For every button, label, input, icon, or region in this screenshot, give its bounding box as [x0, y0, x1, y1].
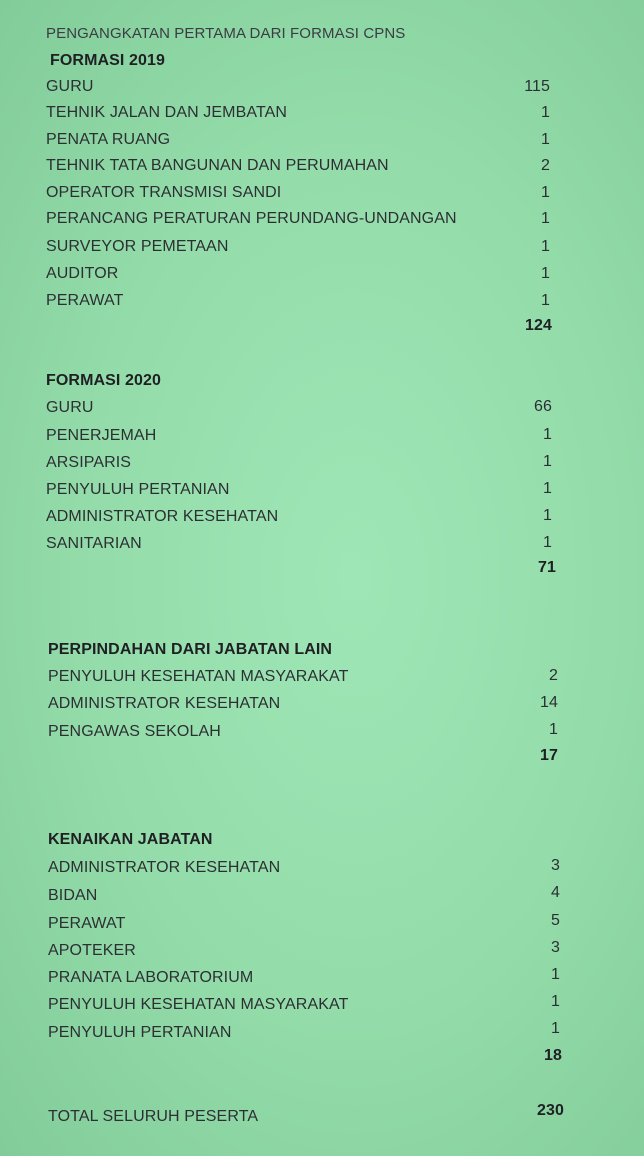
row-label: PENATA RUANG	[46, 131, 171, 148]
row-value: 1	[549, 721, 558, 738]
row-value: 1	[551, 993, 560, 1010]
row-label: TEHNIK TATA BANGUNAN DAN PERUMAHAN	[46, 157, 389, 174]
row-value: 1	[541, 210, 550, 227]
row-value: 14	[540, 694, 558, 711]
row-value: 1	[543, 507, 552, 524]
row-label: TEHNIK JALAN DAN JEMBATAN	[46, 104, 288, 121]
row-label: GURU	[46, 399, 94, 416]
row-label: ADMINISTRATOR KESEHATAN	[48, 859, 281, 876]
row-value: 5	[551, 912, 560, 929]
section-subtotal: 18	[544, 1047, 562, 1064]
row-label: GURU	[46, 78, 94, 95]
section-heading: FORMASI 2019	[50, 52, 166, 69]
row-label: PERAWAT	[46, 292, 124, 309]
grand-total-label: TOTAL SELURUH PESERTA	[48, 1108, 259, 1125]
section-subtotal: 124	[525, 317, 552, 334]
row-value: 1	[543, 534, 552, 551]
row-value: 4	[551, 884, 560, 901]
row-label: ADMINISTRATOR KESEHATAN	[48, 695, 281, 712]
row-label: PENERJEMAH	[46, 427, 157, 444]
row-value: 1	[541, 265, 550, 282]
row-value: 1	[551, 1020, 560, 1037]
row-value: 1	[543, 453, 552, 470]
row-label: PENYULUH KESEHATAN MASYARAKAT	[48, 996, 349, 1013]
row-value: 3	[551, 939, 560, 956]
row-value: 1	[541, 104, 550, 121]
row-value: 1	[541, 131, 550, 148]
row-value: 2	[549, 667, 558, 684]
section-subtotal: 71	[538, 559, 556, 576]
section-subtotal: 17	[540, 747, 558, 764]
section-heading: FORMASI 2020	[46, 372, 162, 389]
row-label: ARSIPARIS	[46, 454, 132, 471]
row-label: SANITARIAN	[46, 535, 142, 552]
row-value: 3	[551, 857, 560, 874]
row-value: 1	[543, 426, 552, 443]
row-value: 1	[541, 238, 550, 255]
row-value: 115	[524, 78, 550, 95]
row-label: PENYULUH PERTANIAN	[48, 1024, 232, 1041]
row-label: ADMINISTRATOR KESEHATAN	[46, 508, 279, 525]
grand-total-value: 230	[537, 1102, 564, 1119]
row-label: SURVEYOR PEMETAAN	[46, 238, 229, 255]
row-value: 1	[541, 292, 550, 309]
row-label: PENYULUH KESEHATAN MASYARAKAT	[48, 668, 349, 685]
row-label: OPERATOR TRANSMISI SANDI	[46, 184, 282, 201]
row-value: 1	[551, 966, 560, 983]
row-label: APOTEKER	[48, 942, 136, 959]
row-label: AUDITOR	[46, 265, 119, 282]
document-title: PENGANGKATAN PERTAMA DARI FORMASI CPNS	[46, 25, 406, 42]
section-heading: PERPINDAHAN DARI JABATAN LAIN	[48, 641, 333, 658]
row-value: 1	[543, 480, 552, 497]
row-label: PERAWAT	[48, 915, 126, 932]
row-value: 66	[534, 398, 552, 415]
row-label: PENYULUH PERTANIAN	[46, 481, 230, 498]
row-label: PERANCANG PERATURAN PERUNDANG-UNDANGAN	[46, 210, 457, 227]
row-label: PRANATA LABORATORIUM	[48, 969, 254, 986]
row-label: BIDAN	[48, 887, 98, 904]
row-label: PENGAWAS SEKOLAH	[48, 723, 221, 740]
row-value: 1	[541, 184, 550, 201]
row-value: 2	[541, 157, 550, 174]
section-heading: KENAIKAN JABATAN	[48, 831, 213, 848]
